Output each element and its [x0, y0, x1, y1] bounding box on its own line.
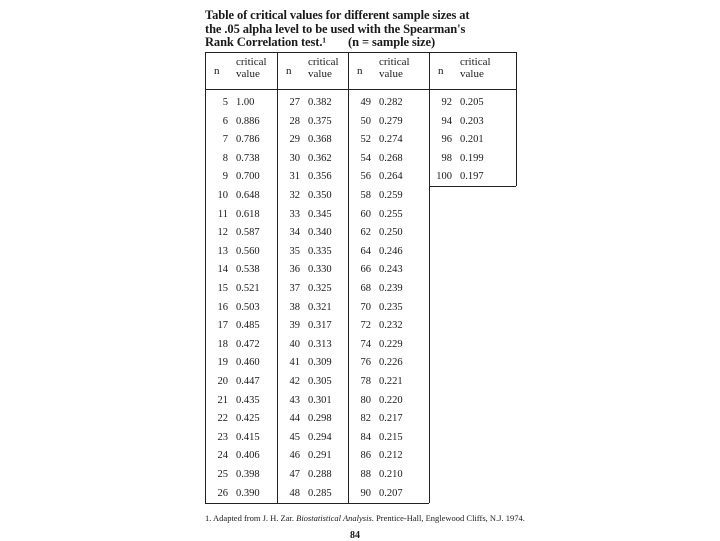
cell-critical-value: 0.648: [236, 190, 260, 201]
cell-n: 45: [289, 431, 300, 443]
cell-n: 37: [289, 283, 300, 294]
cell-n: 98: [441, 152, 452, 164]
cell-critical-value: 0.229: [379, 338, 403, 350]
cell-n: 60: [360, 208, 371, 220]
cell-critical-value: 0.406: [236, 450, 260, 462]
cell-critical-value: 0.503: [236, 301, 260, 313]
cell-n: 88: [360, 469, 371, 480]
cell-critical-value: 1.00: [236, 97, 255, 108]
cell-n: 10: [217, 190, 228, 201]
cell-critical-value: 0.472: [236, 338, 260, 350]
title-line-1: Table of critical values for different sample sizes at: [205, 8, 470, 22]
cell-n: 78: [360, 376, 371, 387]
cell-critical-value: 0.298: [308, 413, 332, 425]
cell-critical-value: 0.382: [308, 97, 332, 108]
cell-n: 23: [217, 431, 228, 443]
cell-n: 11: [217, 208, 228, 220]
cell-critical-value: 0.221: [379, 376, 403, 387]
cell-n: 52: [360, 134, 371, 146]
cell-critical-value: 0.246: [379, 245, 403, 257]
cell-critical-value: 0.587: [236, 227, 260, 239]
header-n: n: [438, 65, 444, 77]
cell-critical-value: 0.255: [379, 208, 403, 220]
cell-critical-value: 0.886: [236, 115, 260, 127]
table-top-rule: [205, 52, 516, 53]
cell-n: 29: [289, 134, 300, 146]
cell-n: 90: [360, 487, 371, 499]
cell-n: 19: [217, 357, 228, 369]
cell-n: 100: [436, 171, 452, 183]
cell-n: 49: [360, 97, 371, 108]
header-n: n: [214, 65, 220, 77]
cell-critical-value: 0.398: [236, 469, 260, 480]
column-divider: [348, 52, 349, 503]
cell-n: 33: [289, 208, 300, 220]
cell-n: 58: [360, 190, 371, 201]
header-value: value: [460, 68, 484, 80]
cell-critical-value: 0.435: [236, 394, 260, 406]
cell-critical-value: 0.786: [236, 134, 260, 146]
cell-critical-value: 0.560: [236, 245, 260, 257]
cell-n: 96: [441, 134, 452, 146]
cell-n: 22: [217, 413, 228, 425]
last-column-bottom-rule: [429, 186, 516, 187]
cell-critical-value: 0.210: [379, 469, 403, 480]
cell-critical-value: 0.282: [379, 97, 403, 108]
cell-n: 17: [217, 320, 228, 332]
header-critical: critical: [460, 56, 491, 68]
cell-critical-value: 0.235: [379, 301, 403, 313]
title-line-3: [205, 36, 505, 50]
cell-n: 82: [360, 413, 371, 425]
cell-critical-value: 0.317: [308, 320, 332, 332]
cell-n: 74: [360, 338, 371, 350]
cell-critical-value: 0.485: [236, 320, 260, 332]
footnote-prefix: 1. Adapted from J. H. Zar.: [205, 513, 297, 523]
cell-n: 94: [441, 115, 452, 127]
cell-n: 40: [289, 338, 300, 350]
cell-critical-value: 0.264: [379, 171, 403, 183]
cell-n: 39: [289, 320, 300, 332]
cell-critical-value: 0.291: [308, 450, 332, 462]
cell-n: 21: [217, 394, 228, 406]
cell-n: 68: [360, 283, 371, 294]
cell-n: 14: [217, 264, 228, 276]
cell-n: 41: [289, 357, 300, 369]
cell-critical-value: 0.321: [308, 301, 332, 313]
cell-n: 26: [217, 487, 228, 499]
cell-n: 54: [360, 152, 371, 164]
cell-critical-value: 0.390: [236, 487, 260, 499]
cell-n: 43: [289, 394, 300, 406]
cell-critical-value: 0.239: [379, 283, 403, 294]
cell-n: 7: [222, 134, 228, 146]
cell-n: 48: [289, 487, 300, 499]
cell-critical-value: 0.201: [460, 134, 484, 146]
cell-n: 35: [289, 245, 300, 257]
cell-n: 32: [289, 190, 300, 201]
header-critical: critical: [308, 56, 339, 68]
cell-critical-value: 0.212: [379, 450, 403, 462]
cell-critical-value: 0.356: [308, 171, 332, 183]
cell-critical-value: 0.250: [379, 227, 403, 239]
header-value: value: [308, 68, 332, 80]
cell-n: 12: [217, 227, 228, 239]
header-value: value: [236, 68, 260, 80]
cell-n: 20: [217, 376, 228, 387]
cell-critical-value: 0.538: [236, 264, 260, 276]
cell-n: 6: [222, 115, 228, 127]
cell-critical-value: 0.313: [308, 338, 332, 350]
cell-n: 76: [360, 357, 371, 369]
cell-n: 84: [360, 431, 371, 443]
table-title: [205, 9, 505, 50]
cell-critical-value: 0.309: [308, 357, 332, 369]
header-value: value: [379, 68, 403, 80]
cell-critical-value: 0.243: [379, 264, 403, 276]
cell-n: 86: [360, 450, 371, 462]
cell-critical-value: 0.700: [236, 171, 260, 183]
title-line-3-text: Rank Correlation test.¹: [205, 35, 326, 49]
cell-critical-value: 0.268: [379, 152, 403, 164]
cell-critical-value: 0.368: [308, 134, 332, 146]
cell-critical-value: 0.279: [379, 115, 403, 127]
cell-critical-value: 0.325: [308, 283, 332, 294]
cell-critical-value: 0.288: [308, 469, 332, 480]
cell-critical-value: 0.259: [379, 190, 403, 201]
cell-n: 44: [289, 413, 300, 425]
cell-n: 27: [289, 97, 300, 108]
cell-critical-value: 0.415: [236, 431, 260, 443]
cell-critical-value: 0.375: [308, 115, 332, 127]
header-n: n: [286, 65, 292, 77]
cell-n: 50: [360, 115, 371, 127]
cell-critical-value: 0.205: [460, 97, 484, 108]
cell-n: 72: [360, 320, 371, 332]
cell-n: 47: [289, 469, 300, 480]
table-left-rule: [205, 52, 206, 503]
cell-n: 25: [217, 469, 228, 480]
cell-critical-value: 0.197: [460, 171, 484, 183]
cell-critical-value: 0.203: [460, 115, 484, 127]
cell-critical-value: 0.738: [236, 152, 260, 164]
cell-critical-value: 0.330: [308, 264, 332, 276]
cell-n: 31: [289, 171, 300, 183]
cell-critical-value: 0.521: [236, 283, 260, 294]
cell-n: 80: [360, 394, 371, 406]
cell-critical-value: 0.226: [379, 357, 403, 369]
cell-critical-value: 0.285: [308, 487, 332, 499]
header-critical: critical: [236, 56, 267, 68]
cell-n: 62: [360, 227, 371, 239]
title-line-2: the .05 alpha level to be used with the Spearman's: [205, 21, 466, 36]
cell-critical-value: 0.232: [379, 320, 403, 332]
table-right-rule: [516, 52, 517, 186]
cell-critical-value: 0.460: [236, 357, 260, 369]
cell-critical-value: 0.274: [379, 134, 403, 146]
cell-n: 24: [217, 450, 228, 462]
cell-critical-value: 0.305: [308, 376, 332, 387]
cell-critical-value: 0.220: [379, 394, 403, 406]
cell-n: 28: [289, 115, 300, 127]
cell-critical-value: 0.425: [236, 413, 260, 425]
cell-critical-value: 0.217: [379, 413, 403, 425]
header-rule: [205, 89, 516, 90]
cell-critical-value: 0.215: [379, 431, 403, 443]
header-critical: critical: [379, 56, 410, 68]
table-bottom-rule: [205, 503, 429, 504]
cell-n: 66: [360, 264, 371, 276]
cell-n: 34: [289, 227, 300, 239]
cell-critical-value: 0.618: [236, 208, 260, 220]
cell-critical-value: 0.301: [308, 394, 332, 406]
cell-n: 30: [289, 152, 300, 164]
column-divider: [277, 52, 278, 503]
cell-critical-value: 0.362: [308, 152, 332, 164]
cell-n: 13: [217, 245, 228, 257]
footnote-suffix: . Prentice-Hall, Englewood Cliffs, N.J. 1974.: [371, 513, 525, 523]
cell-n: 70: [360, 301, 371, 313]
cell-critical-value: 0.340: [308, 227, 332, 239]
cell-n: 36: [289, 264, 300, 276]
footnote-book-title: Biostatistical Analysis: [296, 513, 372, 523]
cell-n: 15: [217, 283, 228, 294]
cell-n: 18: [217, 338, 228, 350]
cell-n: 16: [217, 301, 228, 313]
cell-n: 8: [222, 152, 228, 164]
critical-values-table: [205, 52, 516, 503]
cell-n: 46: [289, 450, 300, 462]
cell-critical-value: 0.207: [379, 487, 403, 499]
cell-n: 64: [360, 245, 371, 257]
column-divider: [429, 52, 430, 503]
header-n: n: [357, 65, 363, 77]
sample-size-note: (n = sample size): [348, 35, 436, 49]
page-number: 84: [350, 530, 360, 541]
cell-n: 5: [222, 97, 228, 108]
cell-critical-value: 0.199: [460, 152, 484, 164]
cell-critical-value: 0.335: [308, 245, 332, 257]
cell-n: 92: [441, 97, 452, 108]
footnote: [205, 513, 525, 523]
cell-n: 56: [360, 171, 371, 183]
cell-n: 42: [289, 376, 300, 387]
cell-critical-value: 0.350: [308, 190, 332, 201]
cell-critical-value: 0.294: [308, 431, 332, 443]
cell-n: 38: [289, 301, 300, 313]
cell-critical-value: 0.447: [236, 376, 260, 387]
cell-critical-value: 0.345: [308, 208, 332, 220]
cell-n: 9: [222, 171, 228, 183]
